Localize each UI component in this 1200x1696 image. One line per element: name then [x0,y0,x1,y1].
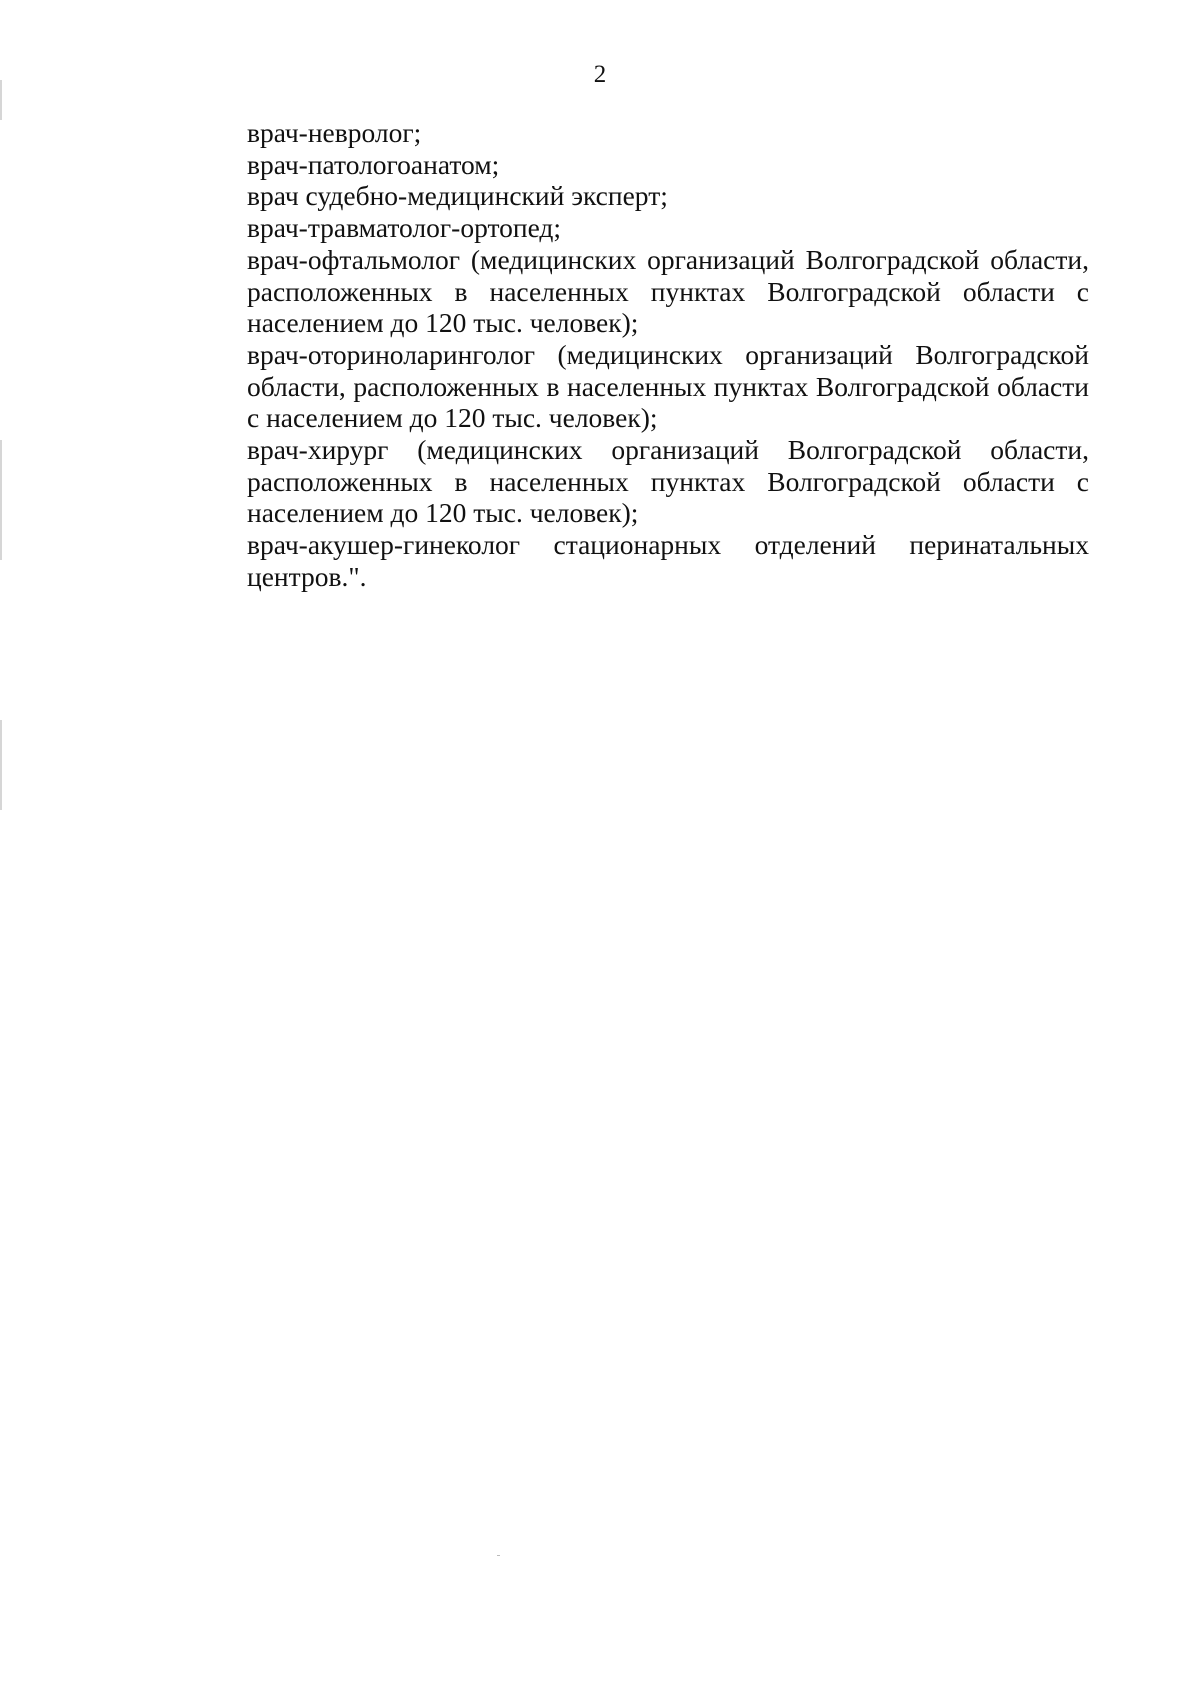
list-item: врач-акушер-гинеколог стационарных отделений перинатальных центров.". [247,529,1089,592]
scan-speck [497,1555,500,1556]
list-item: врач-офтальмолог (медицинских организаций Волгоградской области, расположенных в населенных пунктах Волгоградской области с населением до 120 тыс. человек); [247,243,1089,339]
scan-edge-mark [0,440,2,560]
list-item: врач-травматолог-ортопед; [247,212,562,244]
list-item: врач-хирург (медицинских организаций Волгоградской области, расположенных в населенных пунктах Волгоградской области с населением до 120 тыс. человек); [247,434,1089,529]
specialty-list [247,117,1089,593]
list-item: врач-патологоанатом; [247,148,500,180]
scan-edge-mark [0,720,2,810]
page-number: 2 [593,61,607,88]
list-item: врач-оториноларинголог (медицинских организаций Волгоградской области, расположенных в населенных пунктах Волгоградской области с населением до 120 тыс. человек); [247,338,1089,434]
list-item: врач судебно-медицинский эксперт; [247,180,668,212]
list-item: врач-невролог; [247,117,422,148]
